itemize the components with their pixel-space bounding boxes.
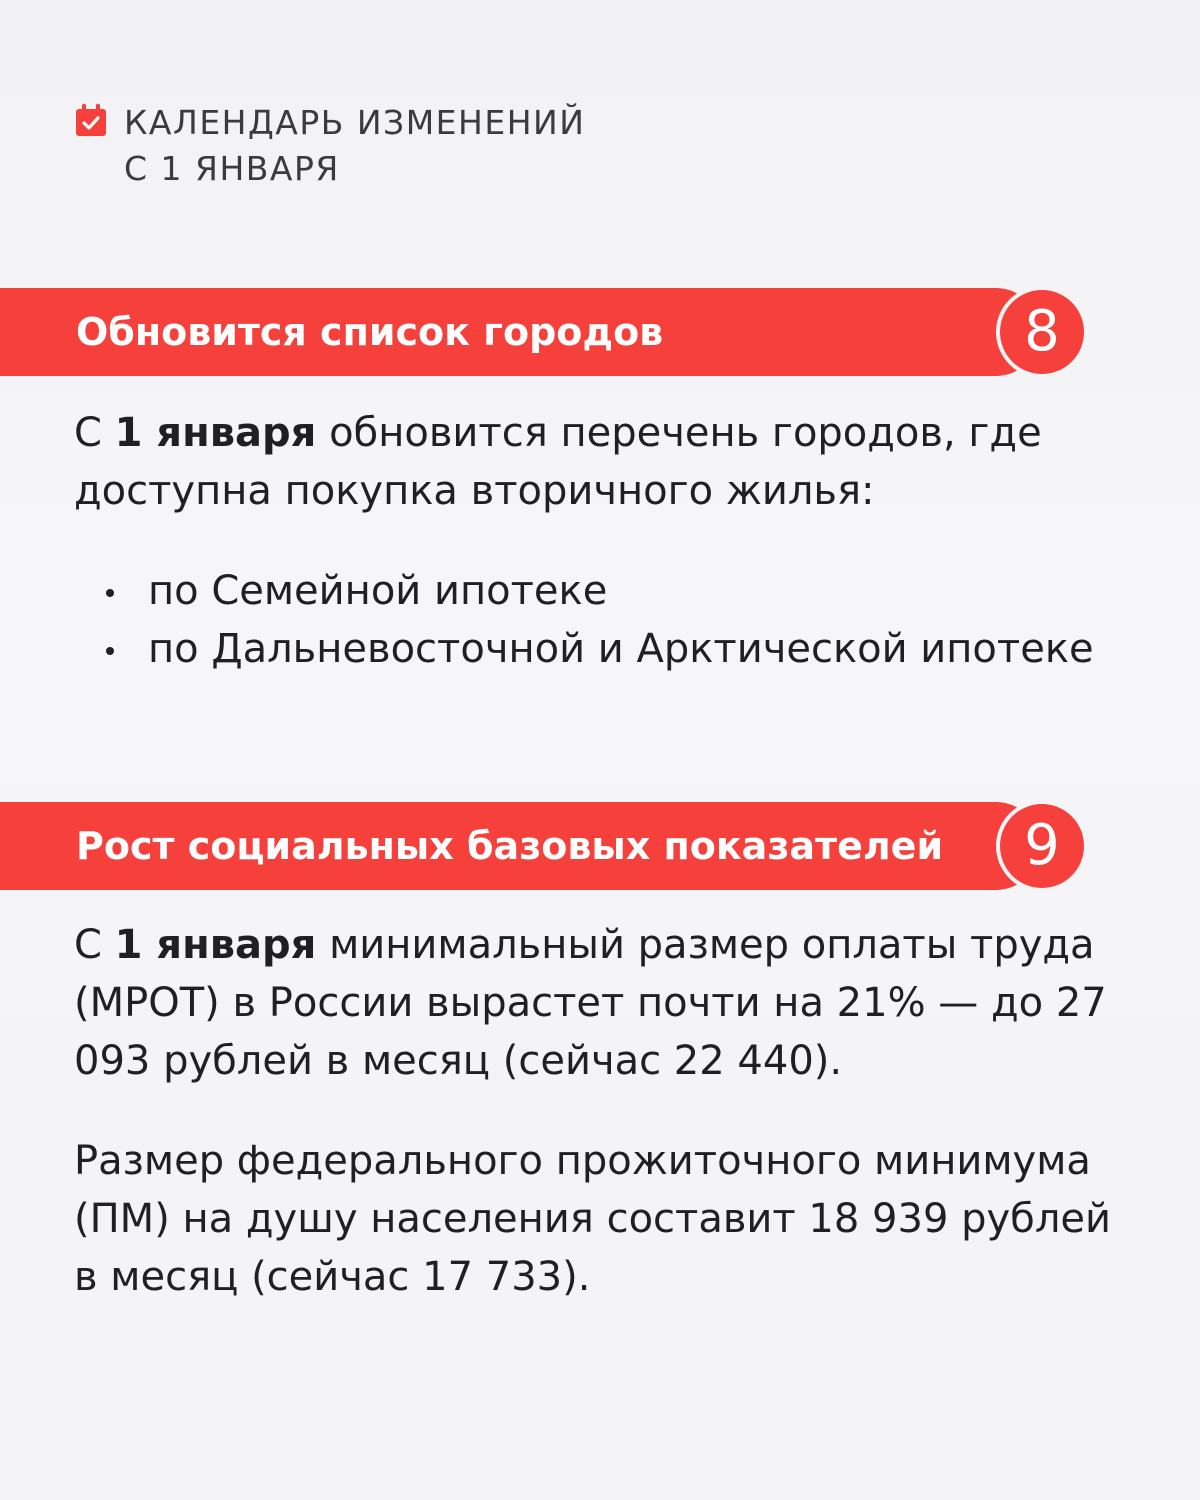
intro-prefix: С <box>74 410 115 456</box>
list-item-text: по Дальневосточной и Арктической ипотеке <box>148 626 1094 672</box>
list-item <box>100 562 1100 620</box>
section-8-bullets <box>100 562 1100 678</box>
bullet-dot <box>106 589 114 597</box>
section-8-banner <box>0 288 1088 376</box>
list-item-text: по Семейной ипотеке <box>148 568 608 614</box>
header-line-2: С 1 ЯНВАРЯ <box>124 149 340 188</box>
intro-date: 1 января <box>114 410 317 456</box>
p1-prefix: С <box>74 922 115 968</box>
header <box>76 100 585 192</box>
header-line-1: КАЛЕНДАРЬ ИЗМЕНЕНИЙ <box>124 103 586 142</box>
calendar-check-icon <box>76 104 106 136</box>
header-title <box>124 100 585 192</box>
intro-text: обновится перечень городов, где доступна покупка вторичного жилья: <box>74 410 1042 514</box>
p1-date: 1 января <box>114 922 317 968</box>
section-number-badge: 9 <box>996 800 1088 892</box>
section-8-intro <box>74 404 1134 520</box>
section-title: Рост социальных базовых показателей <box>76 824 944 868</box>
section-9-banner <box>0 802 1088 890</box>
section-title: Обновится список городов <box>76 310 664 354</box>
list-item <box>100 620 1100 678</box>
p1-text: минимальный размер оплаты труда (МРОТ) в России вырастет почти на 21% — до 27 093 рублей в месяц (сейчас 22 440). <box>74 922 1107 1084</box>
section-9-paragraph-1 <box>74 916 1134 1090</box>
section-number-badge: 8 <box>996 286 1088 378</box>
bullet-dot <box>106 647 114 655</box>
section-9-paragraph-2: Размер федерального прожиточного минимума (ПМ) на душу населения составит 18 939 рублей в месяц (сейчас 17 733). <box>74 1138 1112 1300</box>
